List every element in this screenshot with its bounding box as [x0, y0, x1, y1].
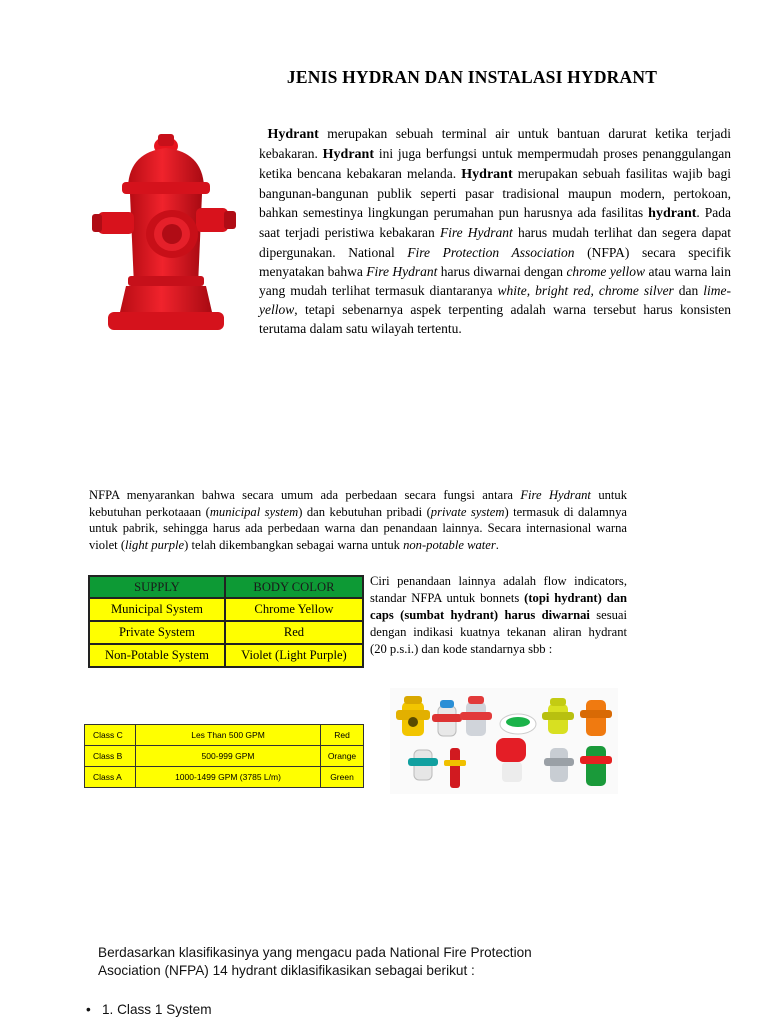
header-body-color: BODY COLOR	[225, 576, 363, 598]
green-silver-hydrant	[544, 748, 574, 782]
white-hydrant	[432, 700, 462, 736]
header-supply: SUPPLY	[89, 576, 225, 598]
small-red-hydrant	[444, 748, 466, 788]
intro-paragraph: Hydrant merupakan sebuah terminal air untuk bantuan darurat ketika terjadi kebakaran. Hydrant ini juga berfungsi untuk mempermudah proses penanggulangan ketika bencana kebakaran melanda. Hydrant merupakan sebuah fasilitas wajib bagi bangunan-bangunan publik seperti pasar tradisional maupun modern, pertokoan, bahkan semestinya lingkungan perumahan pun harusnya ada fasilitas hydrant. Pada saat terjadi peristiwa kebakaran Fire Hydrant harus mudah terlihat dan segera dapat dipergunakan. National Fire Protection Association (NFPA) secara specifik menyatakan bahwa Fire Hydrant harus diwarnai dengan chrome yellow atau warna lain yang mudah terlihat termasuk diantaranya white, bright red, chrome silver dan lime-yellow, tetapi sebenarnya aspek terpenting adalah warna tersebut harus konsisten terutama dalam satu wilayah tertentu.	[259, 126, 732, 336]
table-row	[85, 725, 364, 746]
table-cell: Chrome Yellow	[225, 598, 363, 621]
table-row	[85, 767, 364, 788]
table-cell: Red	[225, 621, 363, 644]
table-row	[89, 644, 363, 667]
table-cell: Orange	[321, 746, 364, 767]
red-white-hydrant	[496, 714, 536, 782]
list-item: 1. Class 1 System	[102, 1002, 212, 1017]
ciri-paragraph: Ciri penandaan lainnya adalah flow indicators, standar NFPA untuk bonnets (topi hydrant) dan caps (sumbat hydrant) harus diwarnai sesuai dengan indikasi kuatnya tekanan aliran hydrant (20 p.s.i.) dan kode standarnya sbb :	[370, 574, 627, 656]
page-title: JENIS HYDRAN DAN INSTALASI HYDRANT	[286, 67, 658, 87]
flow-class-table	[84, 724, 364, 788]
supply-color-table	[88, 575, 364, 668]
table-cell: 1000-1499 GPM (3785 L/m)	[136, 767, 321, 788]
classification-paragraph: Berdasarkan klasifikasinya yang mengacu pada National Fire Protection Asociation (NFPA) 14 hydrant diklasifikasikan sebagai berikut :	[98, 945, 532, 979]
table-cell: Red	[321, 725, 364, 746]
nfpa-paragraph: NFPA menyarankan bahwa secara umum ada perbedaan secara fungsi antara Fire Hydrant untuk kebutuhan perkotaaan (municipal system) dan kebutuhan pribadi (private system) termasuk di dalamnya untuk pabrik, sehingga harus ada perbedaan warna dan penandaan lainnya. Secara internasional warna violet (light purple) telah dikembangkan sebagai warna untuk non-potable water.	[89, 488, 627, 553]
table-row	[89, 621, 363, 644]
table-header-row	[89, 576, 363, 598]
table-cell: Violet (Light Purple)	[225, 644, 363, 667]
yellow-hydrant	[396, 696, 430, 736]
table-cell: Private System	[89, 621, 225, 644]
red-hydrant-image	[92, 126, 240, 340]
table-row	[89, 598, 363, 621]
table-cell: Class A	[85, 767, 136, 788]
table-cell: Municipal System	[89, 598, 225, 621]
table-cell: Green	[321, 767, 364, 788]
table-row	[85, 746, 364, 767]
lime-hydrant	[542, 698, 574, 734]
teal-hydrant	[408, 750, 438, 780]
table-cell: Class C	[85, 725, 136, 746]
green-hydrant	[580, 746, 612, 786]
silver-hydrant	[460, 696, 492, 736]
class-list	[86, 1002, 212, 1017]
orange-hydrant	[580, 700, 612, 736]
table-cell: Les Than 500 GPM	[136, 725, 321, 746]
colored-hydrants-image	[390, 688, 618, 794]
table-cell: Non-Potable System	[89, 644, 225, 667]
list-bullet: •	[86, 1002, 91, 1017]
table-cell: Class B	[85, 746, 136, 767]
table-cell: 500-999 GPM	[136, 746, 321, 767]
